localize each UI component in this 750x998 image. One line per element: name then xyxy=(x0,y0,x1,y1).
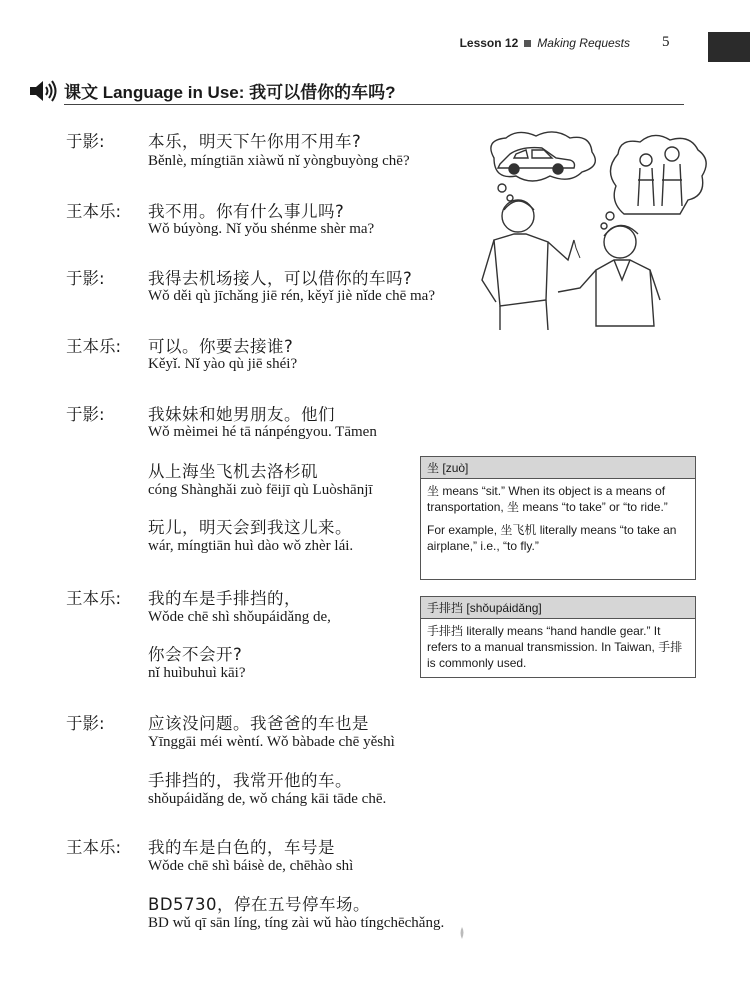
pinyin-line: wár, míngtiān huì dào wǒ zhèr lái. xyxy=(148,538,354,554)
hanzi-line: 我不用。你有什么事儿吗? xyxy=(148,202,345,221)
pinyin-line: Wǒde chē shì báisè de, chēhào shì xyxy=(148,858,354,874)
note-heading xyxy=(421,597,695,619)
note-heading-hanzi: 坐 xyxy=(427,461,440,475)
pinyin-line: Běnlè, míngtiān xiàwǔ nǐ yòngbuyòng chē? xyxy=(148,153,410,169)
hanzi-line: 我的车是手排挡的， xyxy=(148,589,301,608)
hanzi-line: 我妹妹和她男朋友。他们 xyxy=(148,405,335,424)
pinyin-line: nǐ huìbuhuì kāi? xyxy=(148,665,246,681)
pinyin-line: Wǒ mèimei hé tā nánpéngyou. Tāmen xyxy=(148,424,377,440)
pinyin-line: Kěyǐ. Nǐ yào qù jiē shéi? xyxy=(148,356,298,372)
hanzi-line: BD5730，停在五号停车场。 xyxy=(148,895,371,914)
pinyin-line: BD wǔ qī sān líng, tíng zài wǔ hào tíngchēchǎng. xyxy=(148,915,445,931)
note-text: means “sit.” When its object is a means of transportation, xyxy=(427,484,666,514)
hanzi-line: 本乐，明天下午你用不用车? xyxy=(148,132,362,151)
pinyin-line: Yīnggāi méi wèntí. Wǒ bàbade chē yěshì xyxy=(148,734,395,750)
hanzi-line: 我的车是白色的，车号是 xyxy=(148,838,335,857)
hanzi-line: 你会不会开? xyxy=(148,645,243,664)
note-text: literally means “hand handle gear.” It refers to a manual transmission. In Taiwan, xyxy=(427,624,661,654)
speaker-name: 王本乐: xyxy=(66,337,122,356)
hanzi-line: 手排挡的，我常开他的车。 xyxy=(148,771,352,790)
note-hanzi: 坐 xyxy=(507,500,520,514)
square-bullet-icon xyxy=(524,40,531,47)
note-paragraph xyxy=(427,623,689,671)
hanzi-line: 玩儿，明天会到我这儿来。 xyxy=(148,518,352,537)
lesson-topic: Making Requests xyxy=(537,36,630,50)
speaker-name: 于影: xyxy=(66,714,105,733)
note-text: literally means “to take an airplane,” i.e., “to fly.” xyxy=(427,523,677,553)
pinyin-line: shǒupáidǎng de, wǒ cháng kāi tāde chē. xyxy=(148,791,387,807)
running-head xyxy=(360,36,630,50)
pinyin-line: cóng Shànghǎi zuò fēijī qù Luòshānjī xyxy=(148,482,373,498)
note-body xyxy=(421,619,695,677)
hanzi-line: 可以。你要去接谁? xyxy=(148,337,294,356)
note-heading xyxy=(421,457,695,479)
speaker-name: 于影: xyxy=(66,269,105,288)
pinyin-line: Wǒ búyòng. Nǐ yǒu shénme shèr ma? xyxy=(148,221,375,237)
speaker-name: 于影: xyxy=(66,132,105,151)
title-divider xyxy=(64,104,684,105)
speaker-name: 王本乐: xyxy=(66,202,122,221)
note-hanzi: 坐飞机 xyxy=(500,523,537,537)
speaker-name: 王本乐: xyxy=(66,838,122,857)
page-number: 5 xyxy=(662,34,670,50)
note-paragraph xyxy=(427,522,689,554)
note-heading-pinyin: [shǒupáidǎng] xyxy=(466,601,542,615)
pinyin-line: Wǒde chē shì shǒupáidǎng de, xyxy=(148,609,331,625)
note-hanzi: 手排 xyxy=(658,640,683,654)
hanzi-line: 我得去机场接人，可以借你的车吗? xyxy=(148,269,413,288)
lesson-label: Lesson 12 xyxy=(459,36,519,50)
note-heading-pinyin: [zuò] xyxy=(442,461,469,475)
ink-smudge-icon xyxy=(458,926,466,940)
thumb-tab xyxy=(708,32,750,62)
pinyin-line: Wǒ děi qù jīchǎng jiē rén, kěyǐ jiè nǐde chē ma? xyxy=(148,288,435,304)
note-hanzi: 手排挡 xyxy=(427,624,464,638)
speaker-name: 于影: xyxy=(66,405,105,424)
dialogue-illustration-icon xyxy=(470,130,710,330)
section-title: 课文 Language in Use: 我可以借你的车吗? xyxy=(64,83,396,102)
hanzi-line: 应该没问题。我爸爸的车也是 xyxy=(148,714,369,733)
speaker-icon[interactable] xyxy=(28,79,60,103)
vocab-note-zuo xyxy=(420,456,696,580)
note-text: is commonly used. xyxy=(427,656,527,670)
speaker-name: 王本乐: xyxy=(66,589,122,608)
note-text: For example, xyxy=(427,523,501,537)
note-body xyxy=(421,479,695,560)
note-text: means “to take” or “to ride.” xyxy=(519,500,668,514)
note-heading-hanzi: 手排挡 xyxy=(427,601,464,615)
hanzi-line: 从上海坐飞机去洛杉矶 xyxy=(148,462,318,481)
vocab-note-shoupaidang xyxy=(420,596,696,678)
note-hanzi: 坐 xyxy=(427,484,440,498)
note-paragraph xyxy=(427,483,689,515)
